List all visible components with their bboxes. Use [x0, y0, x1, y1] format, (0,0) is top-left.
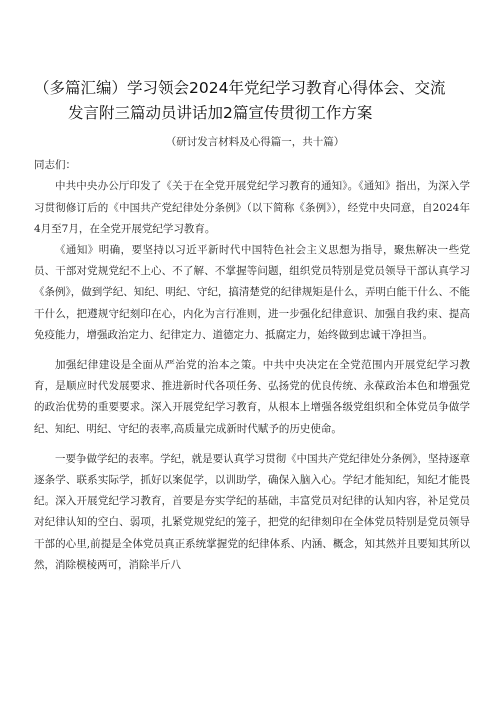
title-line-1: （多篇汇编）学习领会2024年党纪学习教育心得体会、交流 — [34, 79, 446, 97]
document-body — [34, 132, 470, 576]
paragraph: 加强纪律建设是全面从严治党的治本之策。中共中央决定在全党范围内开展党纪学习教育，是顺应时代发展要求、推进新时代各项任务、弘扬党的优良传统、永葆政治本色和增强党的政治优势的重要要求。深入开展党纪学习教育，从根本上增强各级党组织和全体党员争做学纪、知纪、明纪、守纪的表率,高质量完成新时代赋予的历史使命。 — [34, 359, 470, 435]
paragraph: 一要争做学纪的表率。学纪，就是要认真学习贯彻《中国共产党纪律处分条例》，坚持逐章逐条学、联系实际学，抓好以案促学，以训助学，确保入脑入心。学纪才能知纪，知纪才能畏纪。深入开展党纪学习教育，首要是夯实学纪的基础，丰富党员对纪律的认知内容，补足党员对纪律认知的空白、弱项，扎紧党规党纪的笼子，把党的纪律刻印在全体党员特别是党员领导干部的心里,前提是全体党员真正系统掌握党的纪律体系、内涵、概念，知其然并且要知其所以然，消除模棱两可，消除半斤八 — [34, 452, 470, 571]
greeting: 同志们： — [34, 159, 76, 172]
document-subtitle: （研讨发言材料及心得篇一，共十篇） — [165, 136, 345, 148]
paragraph: 《通知》明确，要坚持以习近平新时代中国特色社会主义思想为指导，聚焦解决一些党员、干部对党规党纪不上心、不了解、不掌握等问题，组织党员特别是党员领导干部认真学习《条例》，做到学纪、知纪、明纪、守纪，搞清楚党的纪律规矩是什么，弄明白能干什么、不能干什么，把遵规守纪刻印在心，内化为言行准则，进一步强化纪律意识、加强自我约束、提高免疫能力，增强政治定力、纪律定力、道德定力、抵腐定力，始终做到忠诚干净担当。 — [34, 244, 470, 341]
document-title — [34, 76, 474, 126]
paragraph: 中共中央办公厅印发了《关于在全党开展党纪学习教育的通知》。《通知》指出，为深入学习贯彻修订后的《中国共产党纪律处分条例》（以下简称《条例》），经党中央同意，自2024年4月至7月，在全党开展党纪学习教育。 — [34, 180, 470, 235]
title-line-2: 发言附三篇动员讲话加2篇宣传贯彻工作方案 — [68, 104, 373, 122]
